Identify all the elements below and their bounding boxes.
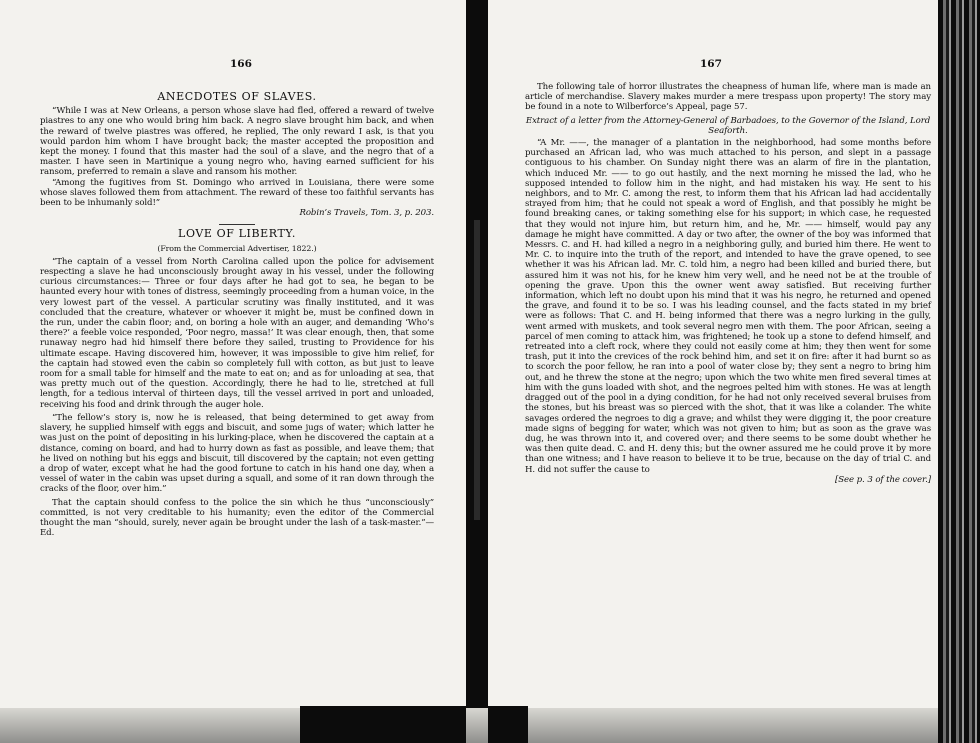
anecdote-paragraph-2: “Among the fugitives from St. Domingo who arrived in Louisiana, there were some whose slaves followed them from attachment. The reward of these too faithful servants has been to be inhumanly sold!” bbox=[40, 177, 434, 209]
anecdote-citation: Robin’s Travels, Tom. 3, p. 203. bbox=[299, 208, 434, 219]
liberty-paragraph-1: “The captain of a vessel from North Carolina called upon the police for advisement respecting a slave he had unconsciously brought away in his vessel, under the following curious circumstances:— Three or four days after he had got to sea, he began to be haunted every hour with tones of distress, seemingly proceeding from a human voice, in the very lowest part of the vessel. A particular scrutiny was finally instituted, and it was concluded that the creature, whatever or whoever it might be, must be confined down in the run, under the cabin floor; and, on boring a hole with an auger, and demanding ‘Who’s there?’ a feeble voice responded, ‘Poor negro, massa!’ It was clear enough, then, that some runaway negro had hid himself there before they sailed, trusting to Providence for his ultimate escape. Having discovered him, however, it was impossible to give him relief, for the captain had stowed even the cabin so completely full with cotton, as but just to leave room for a small table for himself and the mate to eat on; and as for unloading at sea, that was pretty much out of the question. Accordingly, there he had to lie, stretched at full length, for a tedious interval of thirteen days, till the vessel arrived in port and unloaded, receiving his food and drink through the auger hole. bbox=[40, 256, 434, 410]
bottom-dark-area-right bbox=[488, 706, 528, 743]
liberty-paragraph-2: “The fellow’s story is, now he is released, that being determined to get away from slavery, he supplied himself with eggs and biscuit, and some jugs of water; which latter he was just on the point of depositing in his lurking-place, when he discovered the captain at a distance, coming on board, and had to hurry down as fast as possible, and leave them; that he lived on nothing but his eggs and biscuit, till discovered by the captain; not even getting a drop of water, except what he had the good fortune to catch in his hand one day, when a vessel of water in the cabin was upset during a squall, and some of it ran down through the cracks of the floor, over him.” bbox=[40, 412, 434, 495]
section-source: (From the Commercial Advertiser, 1822.) bbox=[157, 243, 317, 253]
section-divider bbox=[219, 224, 255, 225]
page-number-left: 166 bbox=[230, 58, 252, 70]
bottom-dark-area-left bbox=[300, 706, 466, 743]
extract-title: Extract of a letter from the Attorney-General of Barbadoes, to the Governor of the Island, Lord Seaforth. bbox=[525, 115, 931, 136]
page-edges bbox=[938, 0, 980, 743]
intro-paragraph: The following tale of horror illustrates the cheapness of human life, where man is made an article of merchandise. Slavery makes murder a mere trespass upon property! The story may be found in a note to Wilberforce’s Appeal, page 57. bbox=[525, 82, 931, 113]
page-number-right: 167 bbox=[700, 58, 722, 70]
right-page bbox=[525, 82, 931, 485]
left-page bbox=[40, 92, 434, 538]
gutter-shadow bbox=[474, 220, 480, 520]
liberty-paragraph-3: That the captain should confess to the police the sin which he thus “unconsciously” committed, is not very creditable to his humanity; even the editor of the Commercial thought the man “should, surely, never again be brought under the lash of a task-master.”—Ed. bbox=[40, 497, 434, 539]
letter-paragraph: “A Mr. ——, the manager of a plantation in the neighborhood, had some months before purchased an African lad, who was much attached to his person, and slept in a passage contiguous to his chamber. On Sunday night there was an alarm of fire in the plantation, which induced Mr. —— to go out hastily, and the next morning he missed the lad, who he supposed intended to follow him in the night, and had mistaken his way. He sent to his neighbors, and to Mr. C. among the rest, to inform them that his African lad had accidentally strayed from him; that he could not speak a word of English, and that possibly he might be found breaking canes, or taking something else for his support; in which case, he requested that they would not injure him, but return him, and he, Mr. —— himself, would pay any damage he might have committed. A day or two after, the owner of the boy was informed that Messrs. C. and H. had killed a negro in a neighboring gully, and buried him there. He went to Mr. C. to inquire into the truth of the report, and intended to have the grave opened, to see whether it was his African lad. Mr. C. told him, a negro had been killed and buried there, but assured him it was not his, for he knew him very well, and he need not be at the trouble of opening the grave. Upon this the owner went away satisfied. But receiving further information, which left no doubt upon his mind that it was his negro, he returned and opened the grave, and found it to be so. I was his leading counsel, and the facts stated in my brief were as follows: That C. and H. being informed that there was a negro lurking in the gully, went armed with muskets, and took several negro men with them. The poor African, seeing a parcel of men coming to attack him, was frightened; he took up a stone to defend himself, and retreated into a cleft rock, where they could not easily come at him; they then went for some trash, put it into the crevices of the rock behind him, and set it on fire: after it had burnt so as to scorch the poor fellow, he ran into a pool of water close by; they sent a negro to bring him out, and he threw the stone at the negro; upon which the two white men fired several times at him with the guns loaded with shot, and the negroes pelted him with stones. He was at length dragged out of the pool in a dying condition, for he had not only received several bruises from the stones, but his breast was so pierced with the shot, that it was like a colander. The white savages ordered the negroes to dig a grave; and whilst they were digging it, the poor creature made signs of begging for water, which was not given to him; but as soon as the grave was dug, he was thrown into it, and covered over; and there seems to be some doubt whether he was then quite dead. C. and H. deny this; but the owner assured me he could prove it by more than one witness; and I have reason to believe it to be true, because on the day of trial C. and H. did not suffer the cause to bbox=[525, 138, 931, 475]
section-title-anecdotes: ANECDOTES OF SLAVES. bbox=[157, 90, 317, 103]
cover-reference: [See p. 3 of the cover.] bbox=[835, 474, 931, 485]
anecdote-paragraph-1: “While I was at New Orleans, a person whose slave had fled, offered a reward of twelve piastres to any one who would bring him back. A negro slave brought him back, and when the reward of twelve piastres was offered, he replied, The only reward I ask, is that you would pardon him whom I have brought back; the master accepted the proposition and kept the money. I found that this master had the soul of a slave, and the negro that of a master. I have seen in Martinique a young negro who, having earned sufficient for his ransom, preferred to remain a slave and ransom his mother. bbox=[40, 106, 434, 178]
section-title-liberty: LOVE OF LIBERTY. bbox=[178, 227, 296, 241]
bottom-shadow bbox=[0, 708, 938, 743]
